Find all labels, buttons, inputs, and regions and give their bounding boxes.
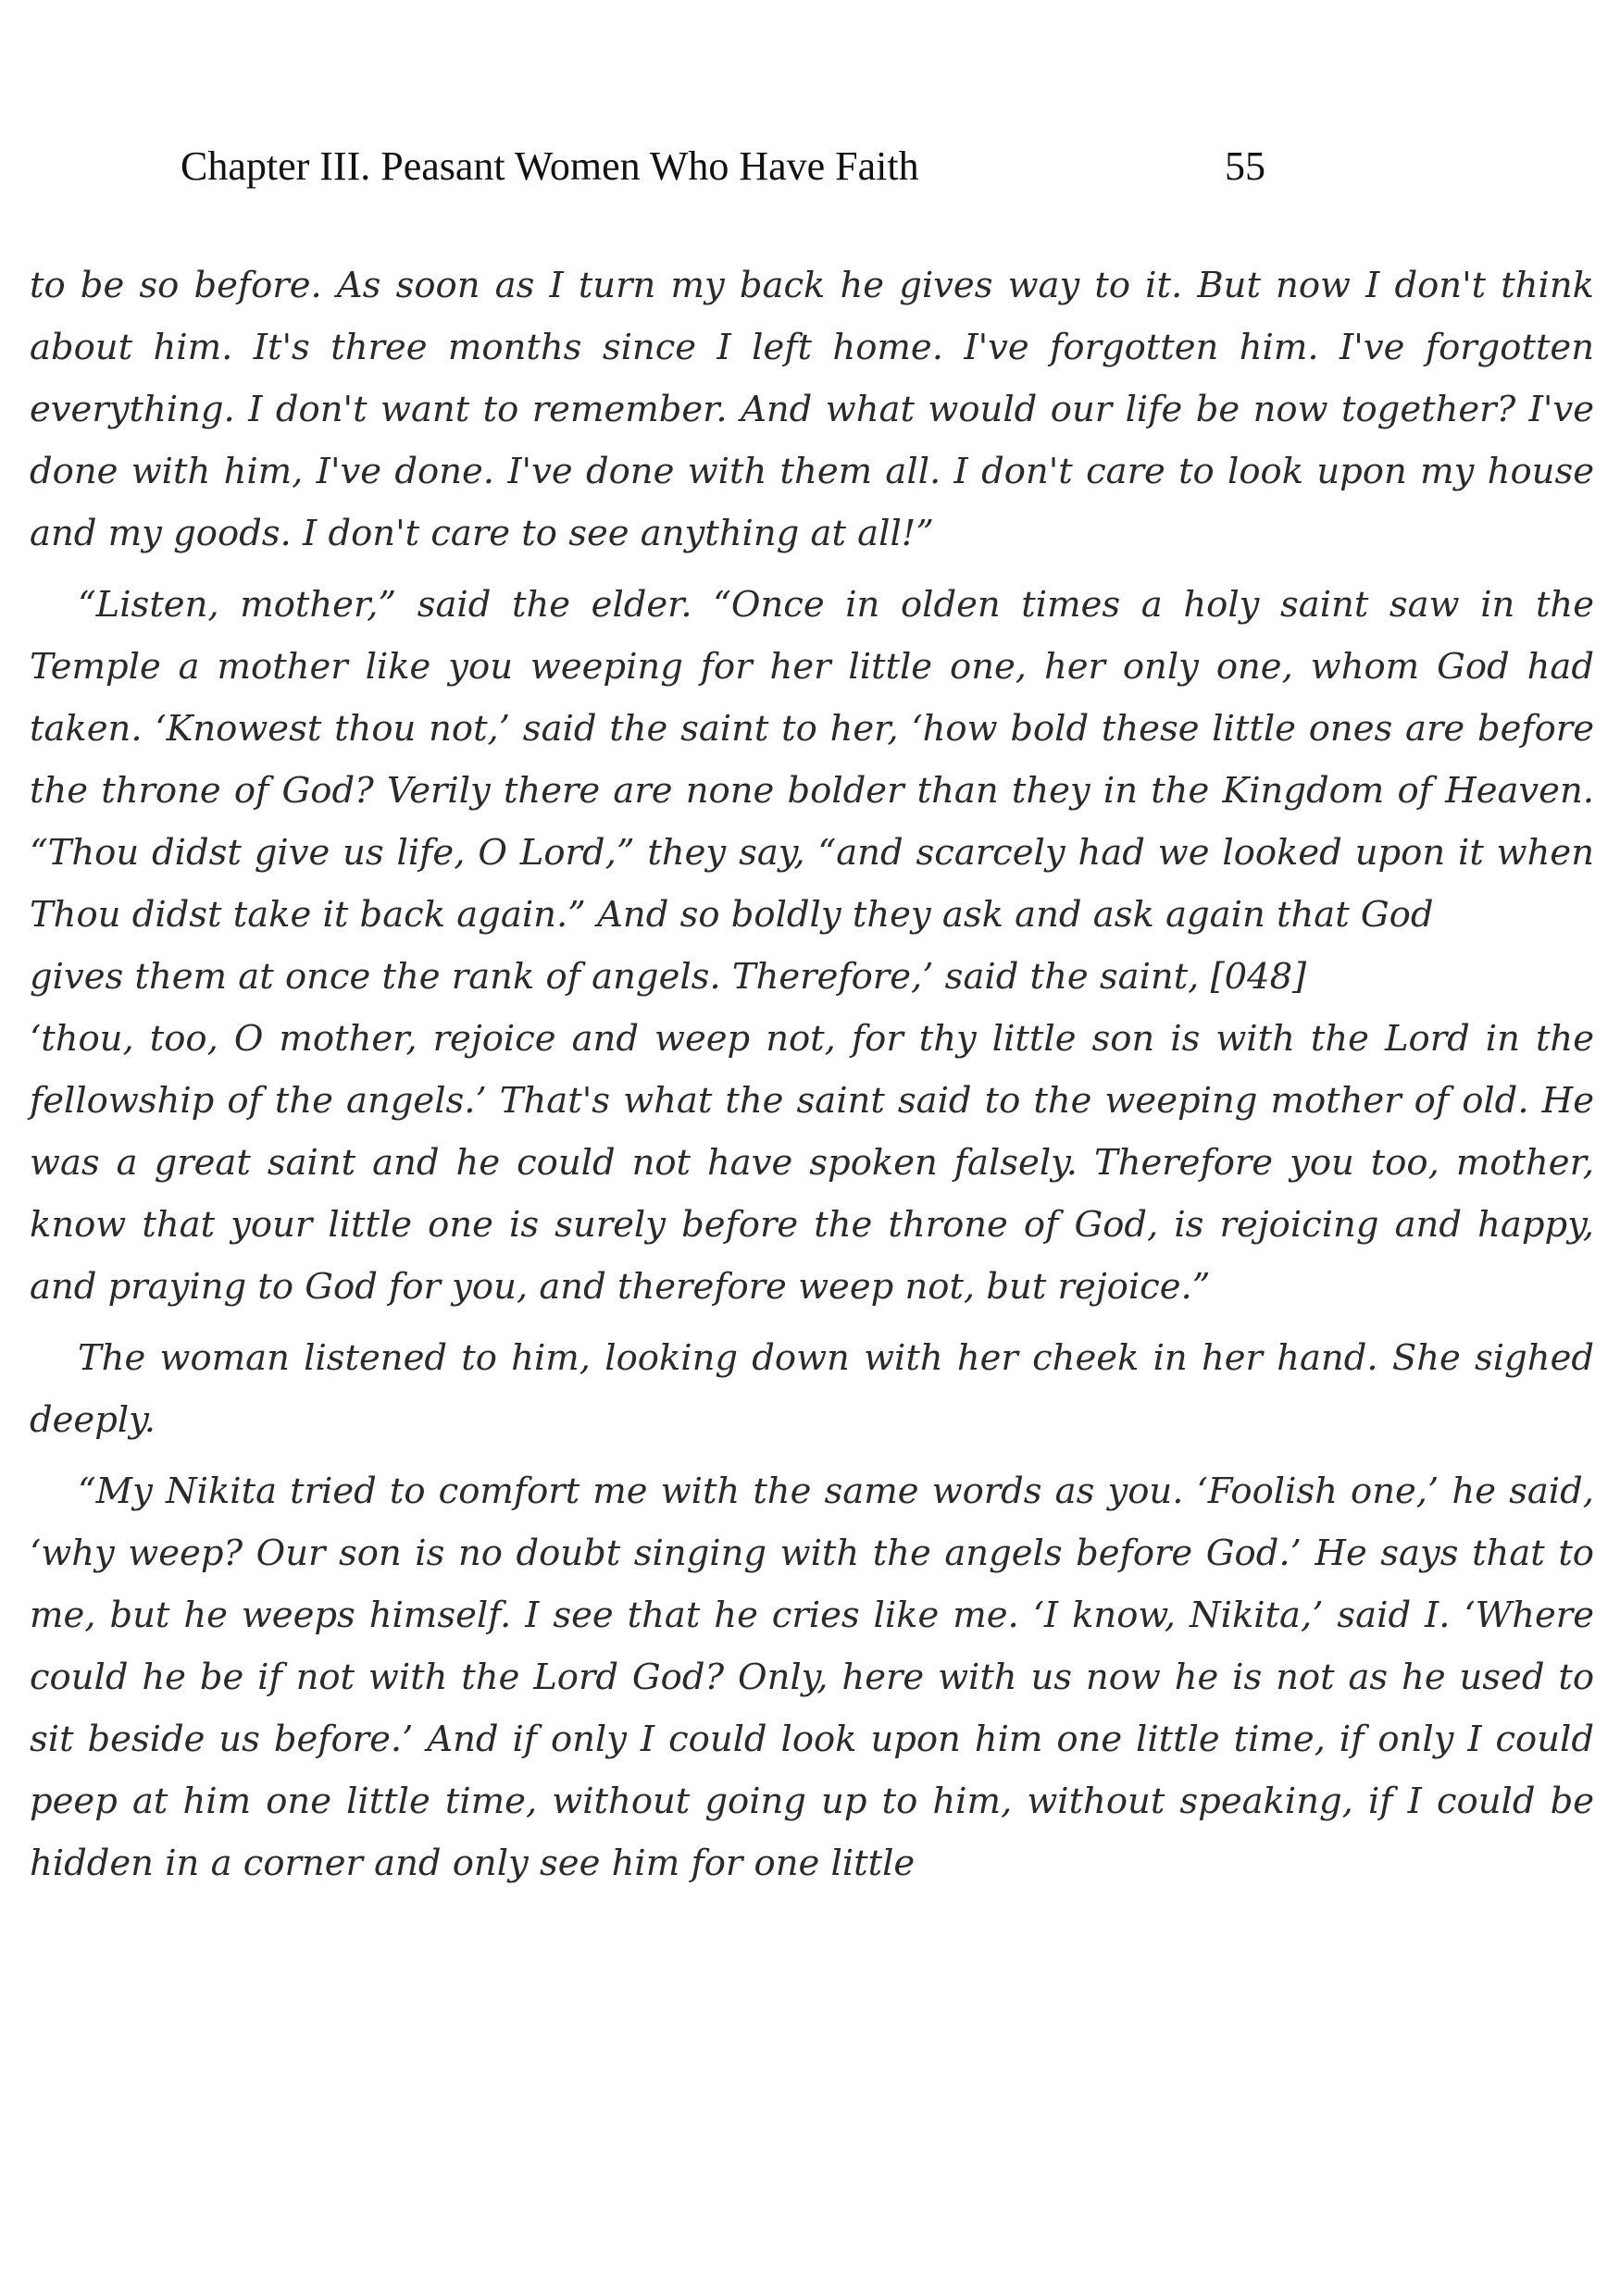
paragraph: to be so before. As soon as I turn my back he gives way to it. But now I don't think about him. It's three months since I left home. I've forgotten him. I've forgotten everything. I don't want to remember. And what would our life be now together? I've done with him, I've done. I've done with them all. I don't care to look upon my house and my goods. I don't care to see anything at all!” [30, 265, 1594, 554]
paragraph: gives them at once the rank of angels. Therefore,’ said the saint, [048] [30, 956, 1307, 998]
page-number: 55 [1225, 143, 1265, 189]
body-text [30, 254, 1594, 1894]
paragraph: “Listen, mother,” said the elder. “Once in olden times a holy saint saw in the Temple a mother like you weeping for her little one, her only one, whom God had taken. ‘Knowest thou not,’ said the saint to her, ‘how bold these little ones are before the throne of God? Verily there are none bolder than they in the Kingdom of Heaven. “Thou didst give us life, O Lord,” they say, “and scarcely had we looked upon it when Thou didst take it back again.” And so boldly they ask and ask again that God [30, 584, 1594, 936]
paragraph: “My Nikita tried to comfort me with the same words as you. ‘Foolish one,’ he said, ‘why weep? Our son is no doubt singing with the angels before God.’ He says that to me, but he weeps himself. I see that he cries like me. ‘I know, Nikita,’ said I. ‘Where could he be if not with the Lord God? Only, here with us now he is not as he used to sit beside us before.’ And if only I could look upon him one little time, if only I could peep at him one little time, without going up to him, without speaking, if I could be hidden in a corner and only see him for one little [30, 1471, 1594, 1884]
chapter-title: Chapter III. Peasant Women Who Have Faith [181, 143, 919, 189]
paragraph: ‘thou, too, O mother, rejoice and weep not, for thy little son is with the Lord in the fellowship of the angels.’ That's what the saint said to the weeping mother of old. He was a great saint and he could not have spoken falsely. Therefore you too, mother, know that your little one is surely before the throne of God, is rejoicing and happy, and praying to God for you, and therefore weep not, but rejoice.” [30, 1018, 1594, 1308]
running-header [181, 139, 1265, 194]
paragraph: The woman listened to him, looking down with her cheek in her hand. She sighed deeply. [30, 1337, 1594, 1441]
